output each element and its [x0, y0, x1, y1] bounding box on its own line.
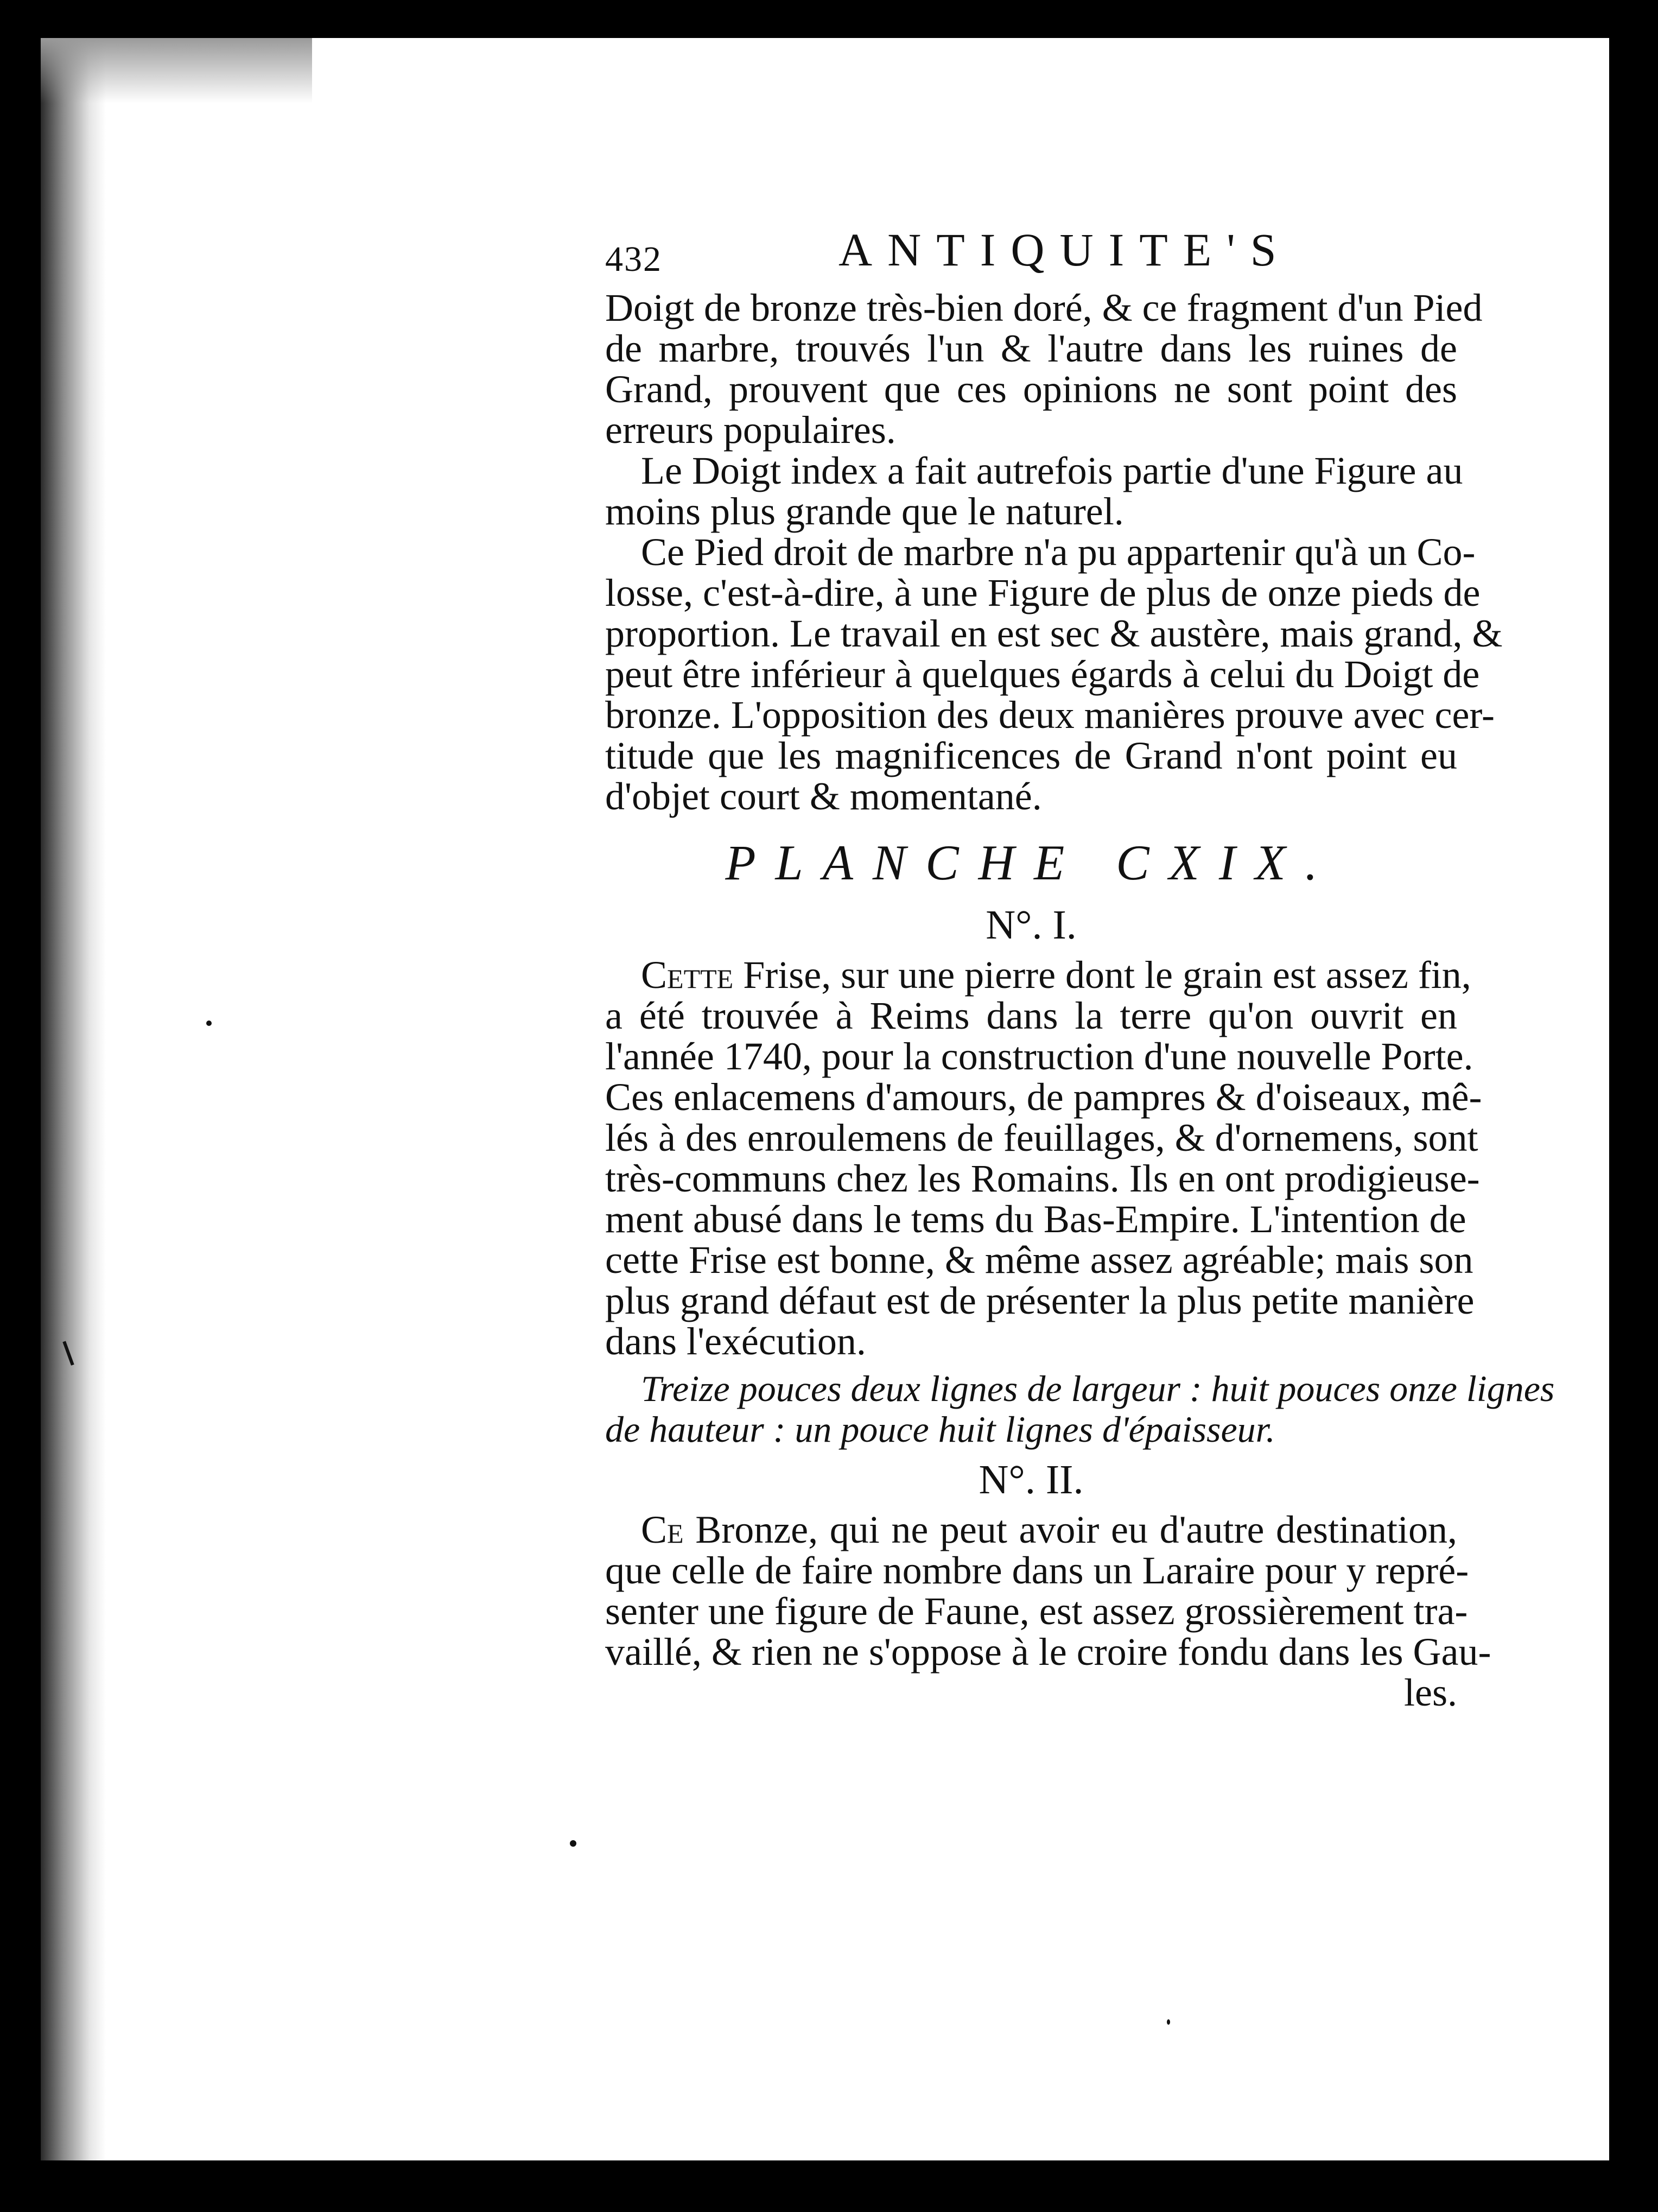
text-line	[605, 953, 1471, 997]
text-line: bronze. L'opposition des deux manières prouve avec cer-	[605, 693, 1495, 737]
text-line: l'année 1740, pour la construction d'une nouvelle Porte.	[605, 1035, 1473, 1078]
text-block	[605, 223, 1555, 1714]
doigt-paragraph	[605, 449, 1463, 533]
lead-word: Ce	[641, 1508, 684, 1551]
page-corner-shadow	[41, 38, 312, 103]
dimension-line: Treize pouces deux lignes de largeur : huit pouces onze lignes	[641, 1368, 1555, 1409]
text-line: proportion. Le travail en est sec & austère, mais grand, &	[605, 612, 1503, 655]
text-line: de marbre, trouvés l'un & l'autre dans les ruines de	[605, 327, 1457, 370]
text-line: très-communs chez les Romains. Ils en ont prodigieuse-	[605, 1157, 1480, 1200]
section-2-paragraph	[605, 1508, 1491, 1714]
text-line: senter une figure de Faune, est assez grossièrement tra-	[605, 1589, 1468, 1633]
text-line: Le Doigt index a fait autrefois partie d'une Figure au	[641, 449, 1463, 492]
running-title: ANTIQUITE'S	[838, 224, 1292, 276]
text-line: losse, c'est-à-dire, à une Figure de plus de onze pieds de	[605, 571, 1481, 614]
text-line: vaillé, & rien ne s'oppose à le croire fondu dans les Gau-	[605, 1630, 1491, 1674]
ink-speck	[1167, 2019, 1170, 2025]
text-line: plus grand défaut est de présenter la plus petite manière	[605, 1279, 1475, 1322]
text-line: Doigt de bronze très-bien doré, & ce fragment d'un Pied	[605, 286, 1483, 329]
text-line: Grand, prouvent que ces opinions ne sont point des	[605, 367, 1457, 411]
lead-word: Cette	[641, 953, 734, 997]
section-1-paragraph	[605, 953, 1482, 1363]
text-line: ment abusé dans le tems du Bas-Empire. L'intention de	[605, 1197, 1466, 1241]
first-line-text: Bronze, qui ne peut avoir eu d'autre destination,	[695, 1508, 1457, 1551]
text-line: lés à des enroulemens de feuillages, & d'ornemens, sont	[605, 1116, 1478, 1159]
book-page	[41, 38, 1609, 2160]
text-line: Ce Pied droit de marbre n'a pu appartenir qu'à un Co-	[641, 530, 1476, 574]
dimensions-note	[605, 1368, 1555, 1450]
ink-speck	[206, 1021, 212, 1026]
text-line: d'objet court & momentané.	[605, 775, 1042, 818]
text-line: moins plus grande que le naturel.	[605, 490, 1124, 533]
text-line: que celle de faire nombre dans un Laraire pour y repré-	[605, 1549, 1469, 1592]
text-line: dans l'exécution.	[605, 1320, 866, 1363]
section-heading-2: N°. II.	[979, 1457, 1084, 1503]
text-line: peut être inférieur à quelques égards à celui du Doigt de	[605, 652, 1480, 696]
plate-title: PLANCHE CXIX.	[725, 835, 1337, 890]
text-line: erreurs populaires.	[605, 408, 896, 452]
text-line: cette Frise est bonne, & même assez agréable; mais son	[605, 1238, 1473, 1282]
catchword: les.	[1404, 1671, 1457, 1714]
page-header	[605, 223, 1457, 288]
text-line	[605, 1510, 1457, 1550]
text-line: a été trouvée à Reims dans la terre qu'on ouvrit en	[605, 994, 1457, 1037]
page-number: 432	[605, 239, 662, 279]
pied-paragraph	[605, 530, 1503, 818]
first-line-text: Frise, sur une pierre dont le grain est assez fin,	[743, 953, 1471, 997]
dimension-line: de hauteur : un pouce huit lignes d'épaisseur.	[605, 1409, 1275, 1450]
section-heading-1: N°. I.	[986, 902, 1077, 948]
ink-speck	[570, 1840, 576, 1847]
text-line: Ces enlacemens d'amours, de pampres & d'oiseaux, mê-	[605, 1075, 1482, 1119]
text-line: titude que les magnificences de Grand n'ont point eu	[605, 734, 1457, 777]
intro-paragraph	[605, 286, 1483, 452]
page-edge-shadow	[41, 38, 106, 2160]
